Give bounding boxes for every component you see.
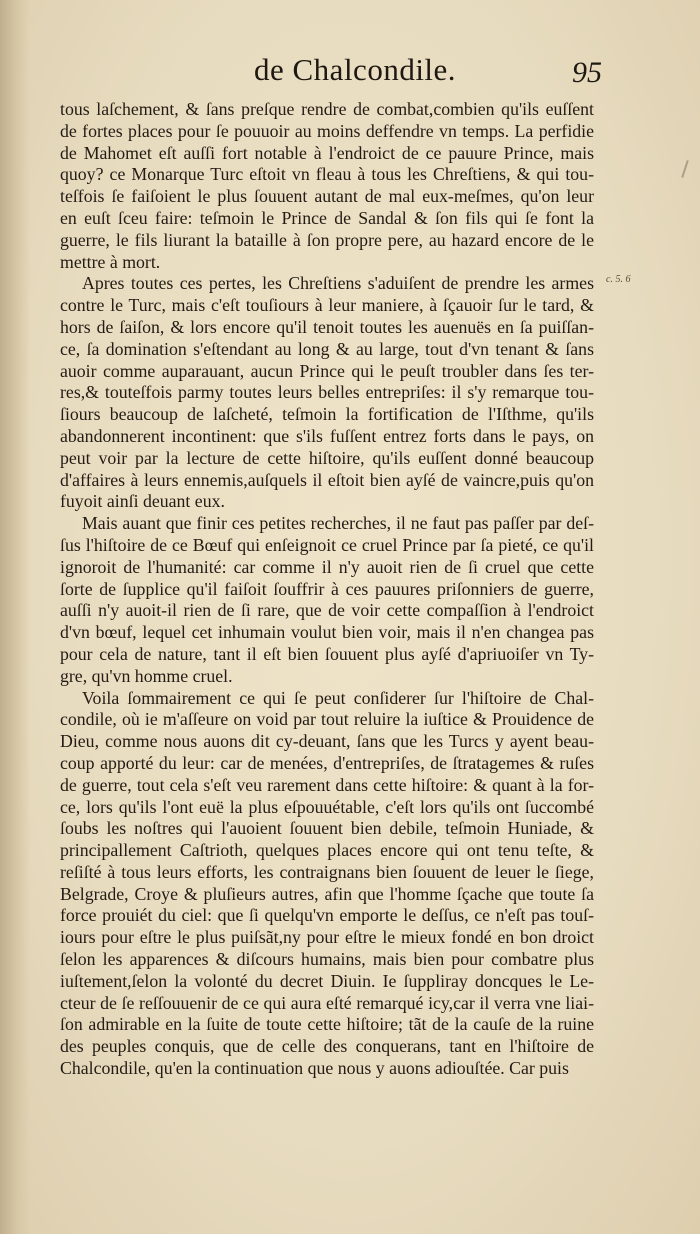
text-line: de fortes places pour ſe pouuoir au moins deffendre vn temps. La perfidie (60, 120, 594, 141)
text-line: condile, où ie m'aſſeure on void par tout reluire la iuſtice & Prouidence de (60, 709, 594, 730)
text-line: gre, qu'vn homme cruel. (60, 665, 233, 686)
text-line: ſus l'hiſtoire de ce Bœuf qui enſeignoit ce cruel Prince par ſa pieté, ce qu'il (60, 534, 594, 555)
text-line: teſfois ſe faiſoient le plus ſouuent autant de mal eux-meſmes, qu'on leur (60, 186, 594, 207)
text-line: res,& touteſfois parmy toutes leurs belles entrepriſes: il s'y remarque tou- (60, 382, 594, 403)
text-line: reſiſté à tous leurs efforts, les contraignans bien ſouuent de leuer le ſiege, (60, 861, 594, 882)
text-line: de guerre, tout cela s'eſt veu rarement dans cette hiſtoire: & quant à la for- (60, 774, 594, 795)
text-line: ſiours beaucoup de laſcheté, teſmoin la fortification de l'Iſthme, qu'ils (60, 404, 594, 425)
paragraph (60, 688, 594, 1080)
text-line: fuyoit ainſi deuant eux. (60, 491, 225, 512)
text-line: d'affaires à leurs ennemis,auſquels il eſtoit bien ayſé de vaincre,puis qu'on (60, 469, 594, 490)
text-line: auoir comme auparauant, aucun Prince qui le peuſt troubler dans ſes ter- (60, 360, 594, 381)
text-line: ſoubs les noſtres qui l'auoient ſouuent bien debile, teſmoin Huniade, & (60, 818, 594, 839)
text-line: contre le Turc, mais c'eſt touſiours à leur maniere, à ſçauoir ſur le tard, & (60, 295, 594, 316)
ink-mark (681, 160, 688, 178)
text-line: auſſi n'y auoit-il rien de ſi rare, que de voir cette compaſſion à l'endroict (60, 600, 594, 621)
text-line: Apres toutes ces pertes, les Chreſtiens s'aduiſent de prendre les armes (82, 273, 594, 294)
text-line: abandonnerent incontinent: que s'ils fuſſent entrez forts dans le pays, on (60, 425, 594, 446)
text-line: ce, lors qu'ils l'ont euë la plus eſpouuétable, c'eſt lors qu'ils ont ſuccombé (60, 796, 594, 817)
text-line: mettre à mort. (60, 251, 161, 272)
paragraph (60, 273, 594, 513)
text-line: cteur de ſe reſſouuenir de ce qui aura eſté remarqué icy,car il verra vne liai- (60, 992, 594, 1013)
text-line: ſorte de ſupplice qu'il faiſoit ſouffrir à ces pauures priſonniers de guerre, (60, 578, 594, 599)
text-line: ſelon les apparences & diſcours humains, mais bien pour combatre plus (60, 949, 594, 970)
text-line: Mais auant que finir ces petites recherches, il ne faut pas paſſer par deſ- (82, 513, 594, 534)
paragraph (60, 513, 594, 687)
text-line: d'vn bœuf, lequel cet inhumain voulut bien voir, mais il n'en changea pas (60, 622, 594, 643)
text-line: Belgrade, Croye & pluſieurs autres, afin que l'homme ſçache que toute ſa (60, 883, 594, 904)
text-line: quoy? ce Monarque Turc eſtoit vn fleau à tous les Chreſtiens, & qui tou- (60, 164, 594, 185)
text-line: guerre, le fils liurant la bataille à ſon propre pere, au hazard encore de le (60, 229, 594, 250)
page-spine-shadow (0, 0, 30, 1234)
text-line: iuſtement,ſelon la volonté du decret Diuin. Ie ſuppliray doncques le Le- (60, 970, 594, 991)
text-line: tous laſchement, & ſans preſque rendre de combat,combien qu'ils euſſent (60, 99, 594, 119)
text-line: ce, ſa domination s'eſtendant au long & au large, tout d'vn tenant & ſans (60, 338, 594, 359)
text-line: force prouiét du ciel: que ſi quelqu'vn emporte le deſſus, ce n'eſt pas touſ- (60, 905, 594, 926)
text-line: Dieu, comme nous auons dit cy-deuant, ſans que les Turcs y ayent beau- (60, 731, 594, 752)
text-line: en euſt ſceu faire: teſmoin le Prince de Sandal & ſon fils qui ſe font la (60, 207, 594, 228)
text-line: pour cela de nature, tant il eſt bien ſouuent plus ayſé d'apriuoiſer vn Ty- (60, 643, 594, 664)
text-line: Voila ſommairement ce qui ſe peut conſiderer ſur l'hiſtoire de Chal- (82, 687, 594, 708)
text-line: ſon admirable en la ſuite de toute cette hiſtoire; tãt de la cauſe de la ruine (60, 1014, 594, 1035)
running-title: de Chalcondile. (254, 52, 457, 87)
text-line: principallement Caſtrioth, quelques places encore qui ont tenu teſte, & (60, 840, 594, 861)
text-line: ignoroit de l'humanité: car comme il n'y auoit rien de ſi cruel que cette (60, 556, 594, 577)
text-line: de Mahomet eſt auſſi fort notable à l'endroict de ce pauure Prince, mais (60, 142, 594, 163)
margin-note: c. 5. 6 (606, 274, 631, 285)
text-line: hors de ſaiſon, & lors encore qu'il tenoit toutes les auenuës en ſa puiſſan- (60, 316, 594, 337)
page-number: 95 (572, 56, 602, 89)
text-line: iours pour eſtre le plus puiſsãt,ny pour eſtre le mieux fondé en bon droict (60, 927, 594, 948)
text-line: Chalcondile, qu'en la continuation que nous y auons adiouſtée. Car puis (60, 1058, 569, 1079)
text-line: coup apporté du leur: car de menées, d'entrepriſes, de ſtratagemes & ruſes (60, 752, 594, 773)
text-line: peut voir par la lecture de cette hiſtoire, qu'ils euſſent donné beaucoup (60, 447, 594, 468)
paragraph (60, 99, 594, 273)
page-header (60, 52, 600, 96)
text-line: des peuples conquis, que de celle des conquerans, tant en l'hiſtoire de (60, 1036, 594, 1057)
body-text (60, 99, 594, 1080)
